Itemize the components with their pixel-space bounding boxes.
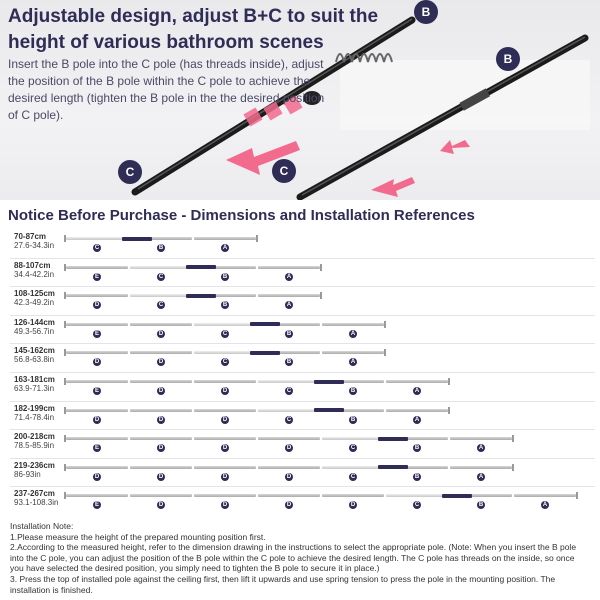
part-badge-d: D [158, 445, 164, 452]
part-badge-b: B [286, 359, 292, 366]
thread-section [378, 437, 408, 441]
range-label [14, 232, 54, 250]
pole-segment-e [66, 494, 128, 497]
pole-segment-d [322, 494, 384, 497]
part-badge-c: C [222, 330, 228, 337]
pole-end-cap [512, 435, 514, 442]
range-cm: 219-236cm [14, 460, 55, 470]
range-cm: 126-144cm [14, 317, 55, 327]
pole-segment-d [258, 466, 320, 469]
range-label [14, 404, 55, 422]
hero-title: Adjustable design, adjust B+C to suit the height of various bathroom scenes [8, 6, 379, 53]
range-label [14, 318, 55, 336]
range-label [14, 461, 55, 479]
part-badge-d: D [222, 388, 228, 394]
pole-segment-c [194, 351, 256, 354]
pole-segment-d [194, 380, 256, 383]
row-divider [10, 258, 595, 259]
part-badge-d: D [94, 302, 100, 309]
pole-segment-d [194, 437, 256, 440]
row-divider [10, 286, 595, 287]
pole-segment-a [322, 323, 384, 326]
row-divider [10, 372, 595, 373]
part-badge-a: A [414, 416, 420, 423]
pole-segment-a [386, 380, 448, 383]
pole-segment-d [130, 409, 192, 412]
pole-end-cap [320, 264, 322, 271]
part-badge-d: D [286, 473, 292, 480]
part-badge-d: D [222, 445, 228, 452]
pole-end-cap [512, 464, 514, 471]
part-badge-d: D [158, 359, 164, 366]
pole-end-cap [320, 292, 322, 299]
part-badge-b: B [414, 445, 420, 452]
part-badge-d: D [158, 473, 164, 480]
range-cm: 200-218cm [14, 432, 55, 442]
thread-section [186, 294, 216, 298]
range-in: 34.4-42.2in [14, 269, 55, 279]
part-badge-e: E [94, 445, 99, 452]
part-badge-d: D [222, 502, 228, 509]
installation-note-line: 3. Press the top of installed pole against the ceiling first, then lift it upwards and use spring tension to press the pole in the mounting position. The installation is finished. [10, 573, 556, 595]
part-badge-a: A [350, 359, 356, 366]
pole-segment-c [258, 409, 320, 412]
part-badge-d: D [94, 416, 100, 423]
pole-segment-d [130, 323, 192, 326]
row-divider [10, 315, 595, 316]
label-c-badge: C [118, 160, 142, 184]
pole-segment-e [66, 266, 128, 269]
range-in: 42.3-49.2in [14, 298, 55, 308]
pole-segment-d [66, 351, 128, 354]
part-badge-b: B [158, 245, 164, 251]
range-label [14, 289, 55, 307]
pole-segment-a [450, 466, 512, 469]
part-badge-a: A [286, 302, 292, 309]
pole-segment-d [194, 494, 256, 497]
pole-segment-d [130, 380, 192, 383]
part-badge-e: E [94, 388, 99, 394]
part-badge-b: B [414, 473, 420, 480]
thread-section [378, 465, 408, 469]
thread-section [250, 351, 280, 355]
part-badge-a: A [478, 473, 484, 480]
pole-segment-a [322, 351, 384, 354]
pole-segment-a [514, 494, 576, 497]
pole-segment-c [322, 437, 384, 440]
pole-end-cap [448, 407, 450, 414]
part-badge-a: A [222, 245, 228, 251]
part-badge-c: C [94, 245, 100, 251]
pole-segment-a [450, 437, 512, 440]
part-badge-c: C [350, 445, 356, 452]
hero-description: Insert the B pole into the C pole (has threads inside), adjust the position of the B pole within the C pole to achieve the desired length (tighten the B pole in the the desired position of C pole). [8, 57, 325, 122]
installation-note-line: 1.Please measure the height of the prepared mounting position first. [10, 531, 266, 542]
row-divider [10, 401, 595, 402]
part-badge-d: D [350, 502, 356, 509]
installation-note-line: 2.According to the measured height, refer to the dimension drawing in the instructions to select the appropriate pole. (Note: When you insert the B pole into the C pole, you can adjust the position of the B pole within the C pole to achieve the desired length. The C pole has threads on the inside, so once you have selected the desired position, you simply need to tighten the B pole to secure it in place.) [10, 542, 577, 574]
range-cm: 88-107cm [14, 260, 51, 270]
range-in: 86-93in [14, 469, 41, 479]
part-badge-e: E [94, 330, 99, 337]
thread-section [186, 265, 216, 269]
range-cm: 145-162cm [14, 346, 55, 356]
range-cm: 182-199cm [14, 403, 55, 413]
pole-end-cap [256, 235, 258, 242]
part-badge-d: D [94, 473, 100, 480]
range-in: 56.8-63.8in [14, 355, 55, 365]
notice-title: Notice Before Purchase - Dimensions and Installation References [8, 207, 475, 224]
part-badge-d: D [222, 473, 228, 480]
pole-segment-e [66, 437, 128, 440]
pole-segment-c [258, 380, 320, 383]
part-badge-d: D [158, 416, 164, 423]
thread-section [314, 408, 344, 412]
part-badge-c: C [222, 359, 228, 366]
range-in: 49.3-56.7in [14, 326, 55, 336]
pole-segment-e [66, 380, 128, 383]
part-badge-b: B [350, 388, 356, 394]
hero-banner [0, 0, 600, 200]
installation-note-title: Installation Note: [10, 521, 74, 531]
thread-section [442, 494, 472, 498]
part-badge-b: B [350, 416, 356, 423]
part-badge-d: D [158, 502, 164, 509]
pole-segment-d [130, 351, 192, 354]
part-badge-d: D [286, 502, 292, 509]
part-badge-c: C [350, 473, 356, 480]
thread-section [122, 237, 152, 241]
pole-segment-c [386, 494, 448, 497]
range-label [14, 375, 55, 393]
pole-segment-c [194, 323, 256, 326]
pole-segment-d [66, 409, 128, 412]
part-badge-d: D [158, 330, 164, 337]
pole-segment-a [194, 237, 256, 240]
range-in: 78.5-85.9in [14, 441, 55, 451]
part-badge-b: B [222, 273, 228, 280]
part-badge-c: C [414, 502, 420, 509]
thread-section [250, 322, 280, 326]
part-badge-a: A [542, 502, 548, 509]
pole-end-cap [384, 321, 386, 328]
pole-segment-d [194, 466, 256, 469]
part-badge-d: D [158, 388, 164, 394]
part-badge-a: A [350, 330, 356, 337]
row-divider [10, 486, 595, 487]
part-badge-e: E [94, 273, 99, 280]
installation-note [10, 521, 590, 595]
pole-segment-d [130, 466, 192, 469]
part-badge-b: B [286, 330, 292, 337]
label-b-badge: B [496, 47, 520, 71]
pole-segment-a [258, 294, 320, 297]
pole-segment-c [130, 266, 192, 269]
range-label [14, 489, 58, 507]
pole-end-cap [448, 378, 450, 385]
row-divider [10, 458, 595, 459]
thread-section [314, 380, 344, 384]
pole-segment-a [258, 266, 320, 269]
range-label [14, 432, 55, 450]
part-badge-c: C [158, 302, 164, 309]
pole-end-cap [576, 492, 578, 499]
row-divider [10, 343, 595, 344]
range-in: 63.9-71.3in [14, 384, 55, 393]
part-badge-c: C [286, 388, 292, 394]
pole-segment-d [66, 294, 128, 297]
pole-segment-d [258, 494, 320, 497]
label-c-badge: C [272, 159, 296, 183]
part-badge-e: E [94, 502, 99, 509]
part-badge-d: D [222, 416, 228, 423]
part-badge-a: A [286, 273, 292, 280]
part-badge-a: A [414, 388, 420, 394]
range-in: 93.1-108.3in [14, 498, 59, 508]
pole-segment-d [130, 494, 192, 497]
part-badge-c: C [286, 416, 292, 423]
pole-segment-e [66, 323, 128, 326]
range-cm: 108-125cm [14, 289, 55, 299]
range-in: 27.6-34.3in [14, 241, 55, 250]
pole-segment-d [194, 409, 256, 412]
range-in: 71.4-78.4in [14, 412, 55, 422]
pole-segment-c [322, 466, 384, 469]
pole-segment-c [66, 237, 128, 240]
part-badge-d: D [94, 359, 100, 366]
pole-segment-d [66, 466, 128, 469]
row-divider [10, 429, 595, 430]
pole-segment-d [130, 437, 192, 440]
range-cm: 70-87cm [14, 232, 47, 241]
pole-segment-d [258, 437, 320, 440]
pole-segment-c [130, 294, 192, 297]
part-badge-d: D [286, 445, 292, 452]
part-badge-c: C [158, 273, 164, 280]
range-cm: 237-267cm [14, 489, 55, 499]
range-label [14, 261, 54, 279]
part-badge-b: B [222, 302, 228, 309]
pole-end-cap [384, 349, 386, 356]
label-b-badge: B [414, 0, 438, 24]
part-badge-b: B [478, 502, 484, 509]
range-cm: 163-181cm [14, 375, 55, 384]
range-label [14, 346, 55, 364]
part-badge-a: A [478, 445, 484, 452]
pole-segment-a [386, 409, 448, 412]
